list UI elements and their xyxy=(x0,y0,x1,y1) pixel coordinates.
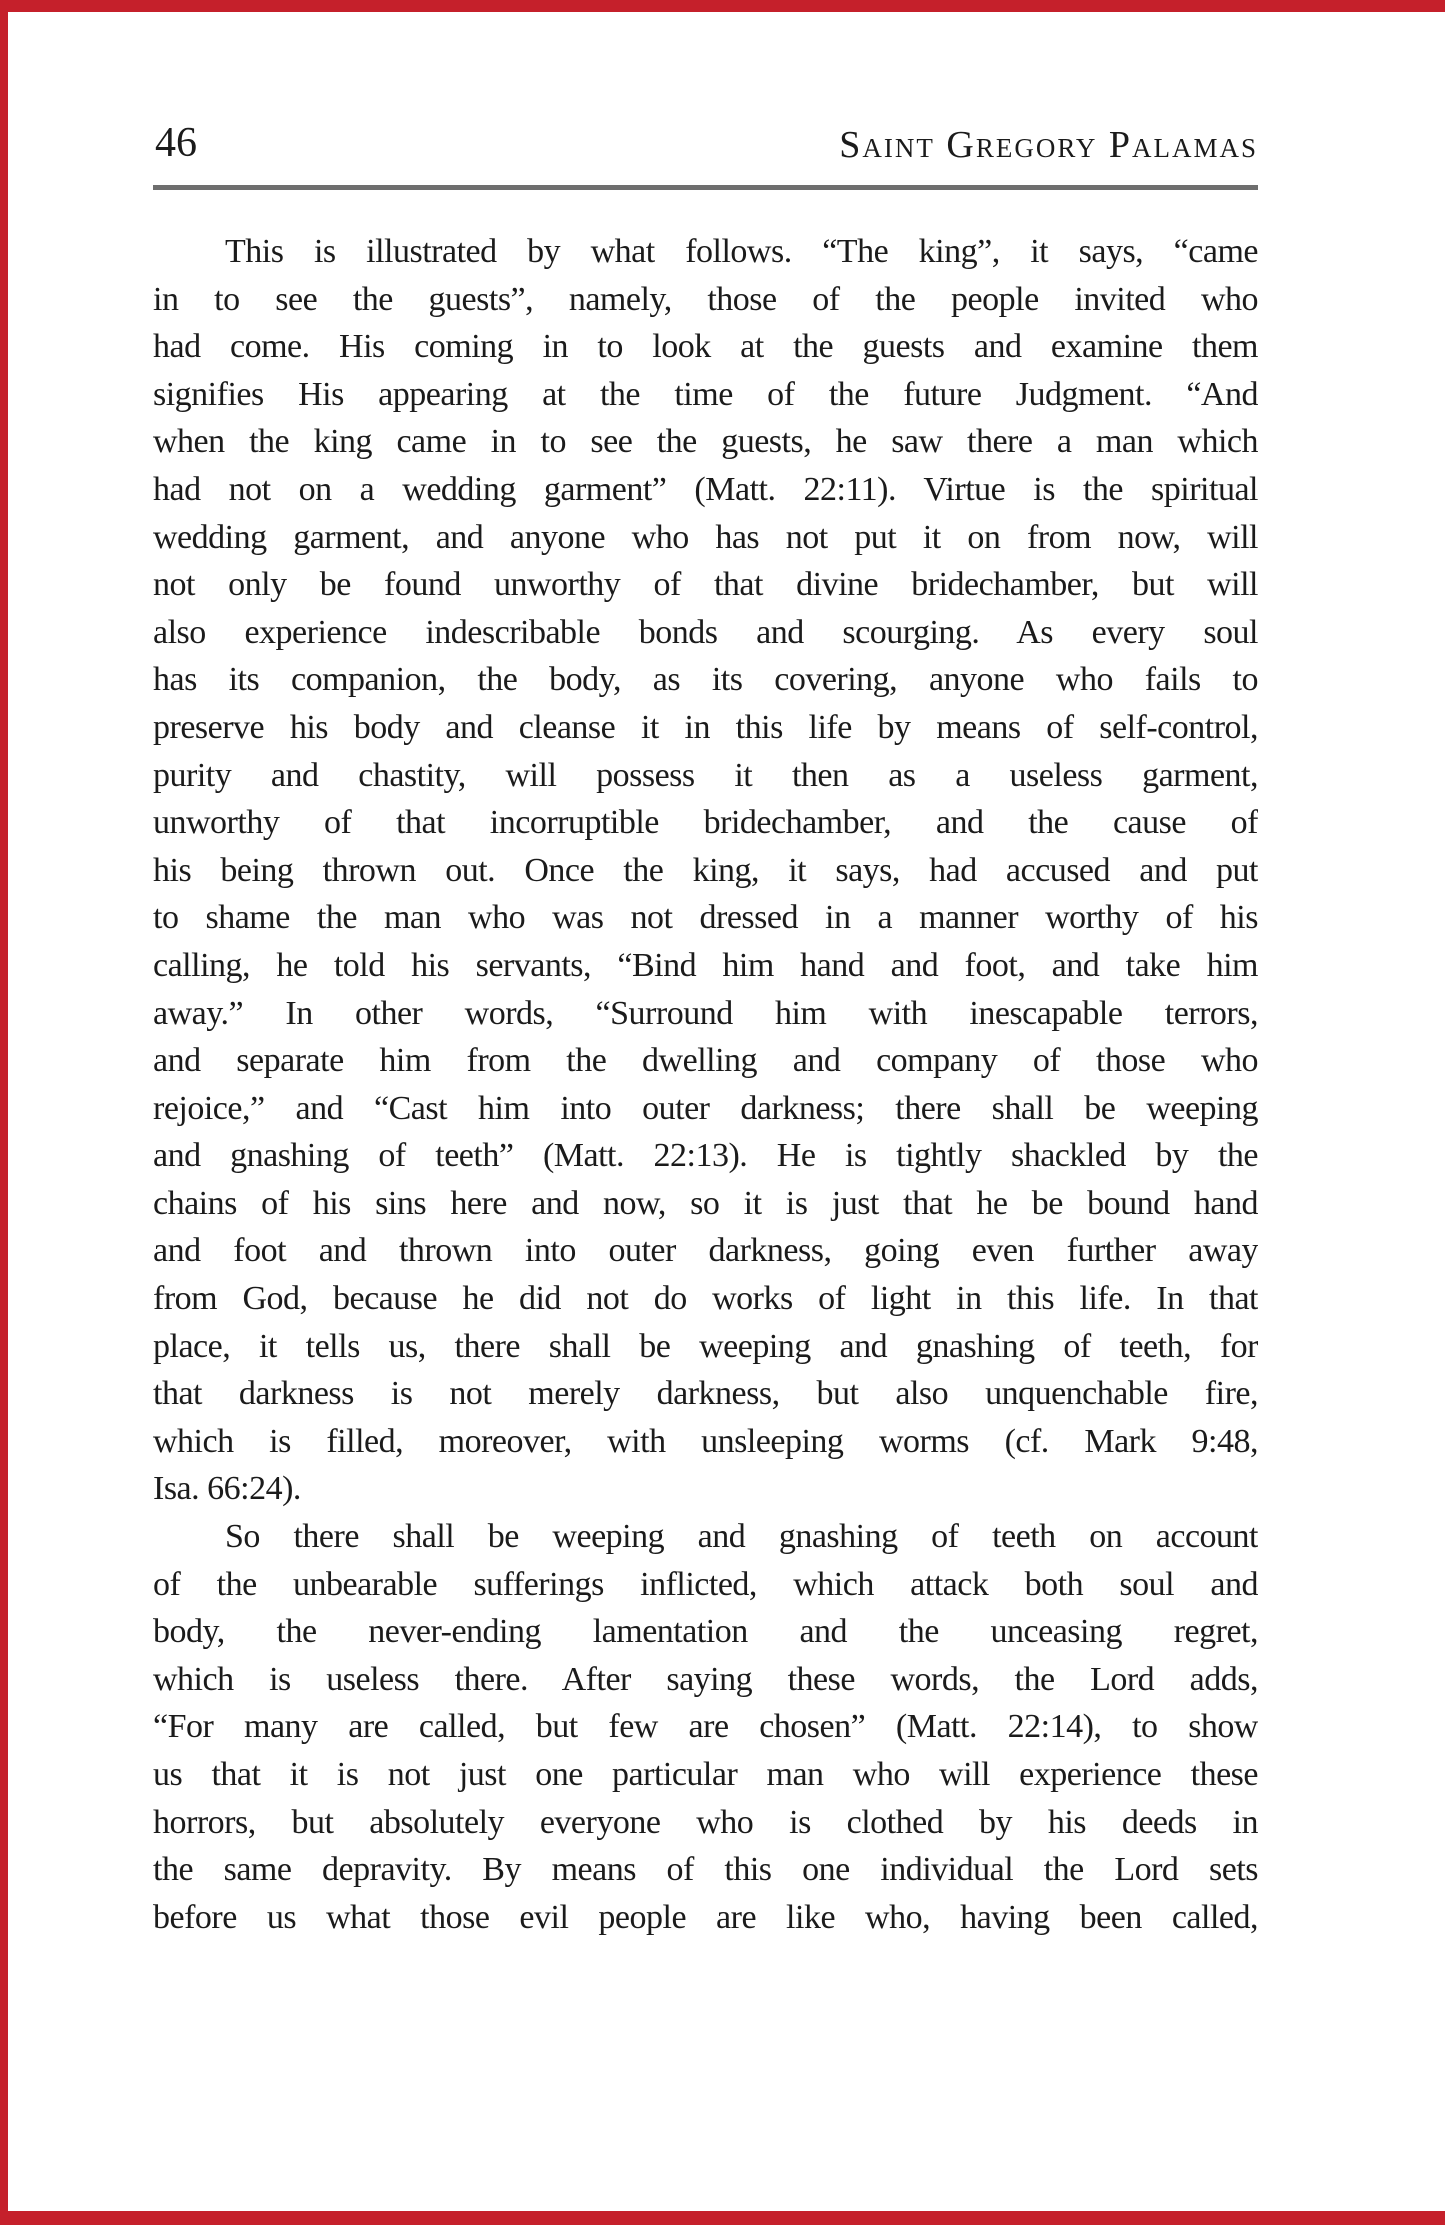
text-line: Isa. 66:24). xyxy=(153,1470,301,1508)
text-line: body, the never-ending lamentation and the unceasing regret, xyxy=(153,1613,1258,1651)
book-edge-bottom xyxy=(0,2211,1445,2225)
text-line: unworthy of that incorruptible bridechamber, and the cause of xyxy=(153,804,1258,842)
text-line: chains of his sins here and now, so it is just that he be bound hand xyxy=(153,1184,1258,1222)
text-line: had come. His coming in to look at the guests and examine them xyxy=(153,328,1258,366)
text-line: not only be found unworthy of that divine bridechamber, but will xyxy=(153,566,1258,604)
paragraph-1 xyxy=(153,228,1258,1513)
book-edge-top xyxy=(0,0,1445,12)
paragraph-2 xyxy=(153,1513,1258,1941)
text-line: place, it tells us, there shall be weeping and gnashing of teeth, for xyxy=(153,1327,1258,1365)
text-line: and gnashing of teeth” (Matt. 22:13). He is tightly shackled by the xyxy=(153,1137,1258,1175)
text-line: signifies His appearing at the time of the future Judgment. “And xyxy=(153,375,1258,413)
page-number: 46 xyxy=(155,120,197,166)
text-line: when the king came in to see the guests, he saw there a man which xyxy=(153,423,1258,461)
text-line: which is filled, moreover, with unsleeping worms (cf. Mark 9:48, xyxy=(153,1422,1258,1460)
text-line: “For many are called, but few are chosen” (Matt. 22:14), to show xyxy=(153,1708,1258,1746)
text-line: also experience indescribable bonds and scourging. As every soul xyxy=(153,613,1258,651)
text-line: So there shall be weeping and gnashing of teeth on account xyxy=(225,1518,1258,1556)
text-line: his being thrown out. Once the king, it says, had accused and put xyxy=(153,851,1258,889)
text-line: which is useless there. After saying these words, the Lord adds, xyxy=(153,1660,1258,1698)
text-line: the same depravity. By means of this one individual the Lord sets xyxy=(153,1851,1258,1889)
text-line: has its companion, the body, as its covering, anyone who fails to xyxy=(153,661,1258,699)
running-header: Saint Gregory Palamas xyxy=(839,124,1258,166)
text-line: that darkness is not merely darkness, but also unquenchable fire, xyxy=(153,1375,1258,1413)
body-text xyxy=(153,228,1258,1941)
text-line: horrors, but absolutely everyone who is clothed by his deeds in xyxy=(153,1803,1258,1841)
text-line: and foot and thrown into outer darkness, going even further away xyxy=(153,1232,1258,1270)
text-line: us that it is not just one particular man who will experience these xyxy=(153,1756,1258,1793)
text-line: preserve his body and cleanse it in this life by means of self-control, xyxy=(153,708,1258,746)
text-line: purity and chastity, will possess it then as a useless garment, xyxy=(153,756,1258,794)
text-line: and separate him from the dwelling and company of those who xyxy=(153,1042,1258,1080)
text-line: had not on a wedding garment” (Matt. 22:11). Virtue is the spiritual xyxy=(153,470,1258,508)
header-rule xyxy=(153,185,1258,190)
page-header xyxy=(153,112,1258,164)
text-line: of the unbearable sufferings inflicted, which attack both soul and xyxy=(153,1565,1258,1603)
text-line: calling, he told his servants, “Bind him hand and foot, and take him xyxy=(153,946,1258,984)
text-line: rejoice,” and “Cast him into outer darkness; there shall be weeping xyxy=(153,1089,1258,1127)
text-line: in to see the guests”, namely, those of the people invited who xyxy=(153,280,1258,318)
text-line: away.” In other words, “Surround him with inescapable terrors, xyxy=(153,994,1258,1032)
text-line: from God, because he did not do works of light in this life. In that xyxy=(153,1280,1258,1318)
text-line: This is illustrated by what follows. “The king”, it says, “came xyxy=(225,233,1258,270)
text-line: before us what those evil people are like who, having been called, xyxy=(153,1898,1258,1936)
book-edge-left xyxy=(0,0,8,2225)
text-line: wedding garment, and anyone who has not put it on from now, will xyxy=(153,518,1258,556)
text-line: to shame the man who was not dressed in a manner worthy of his xyxy=(153,899,1258,937)
